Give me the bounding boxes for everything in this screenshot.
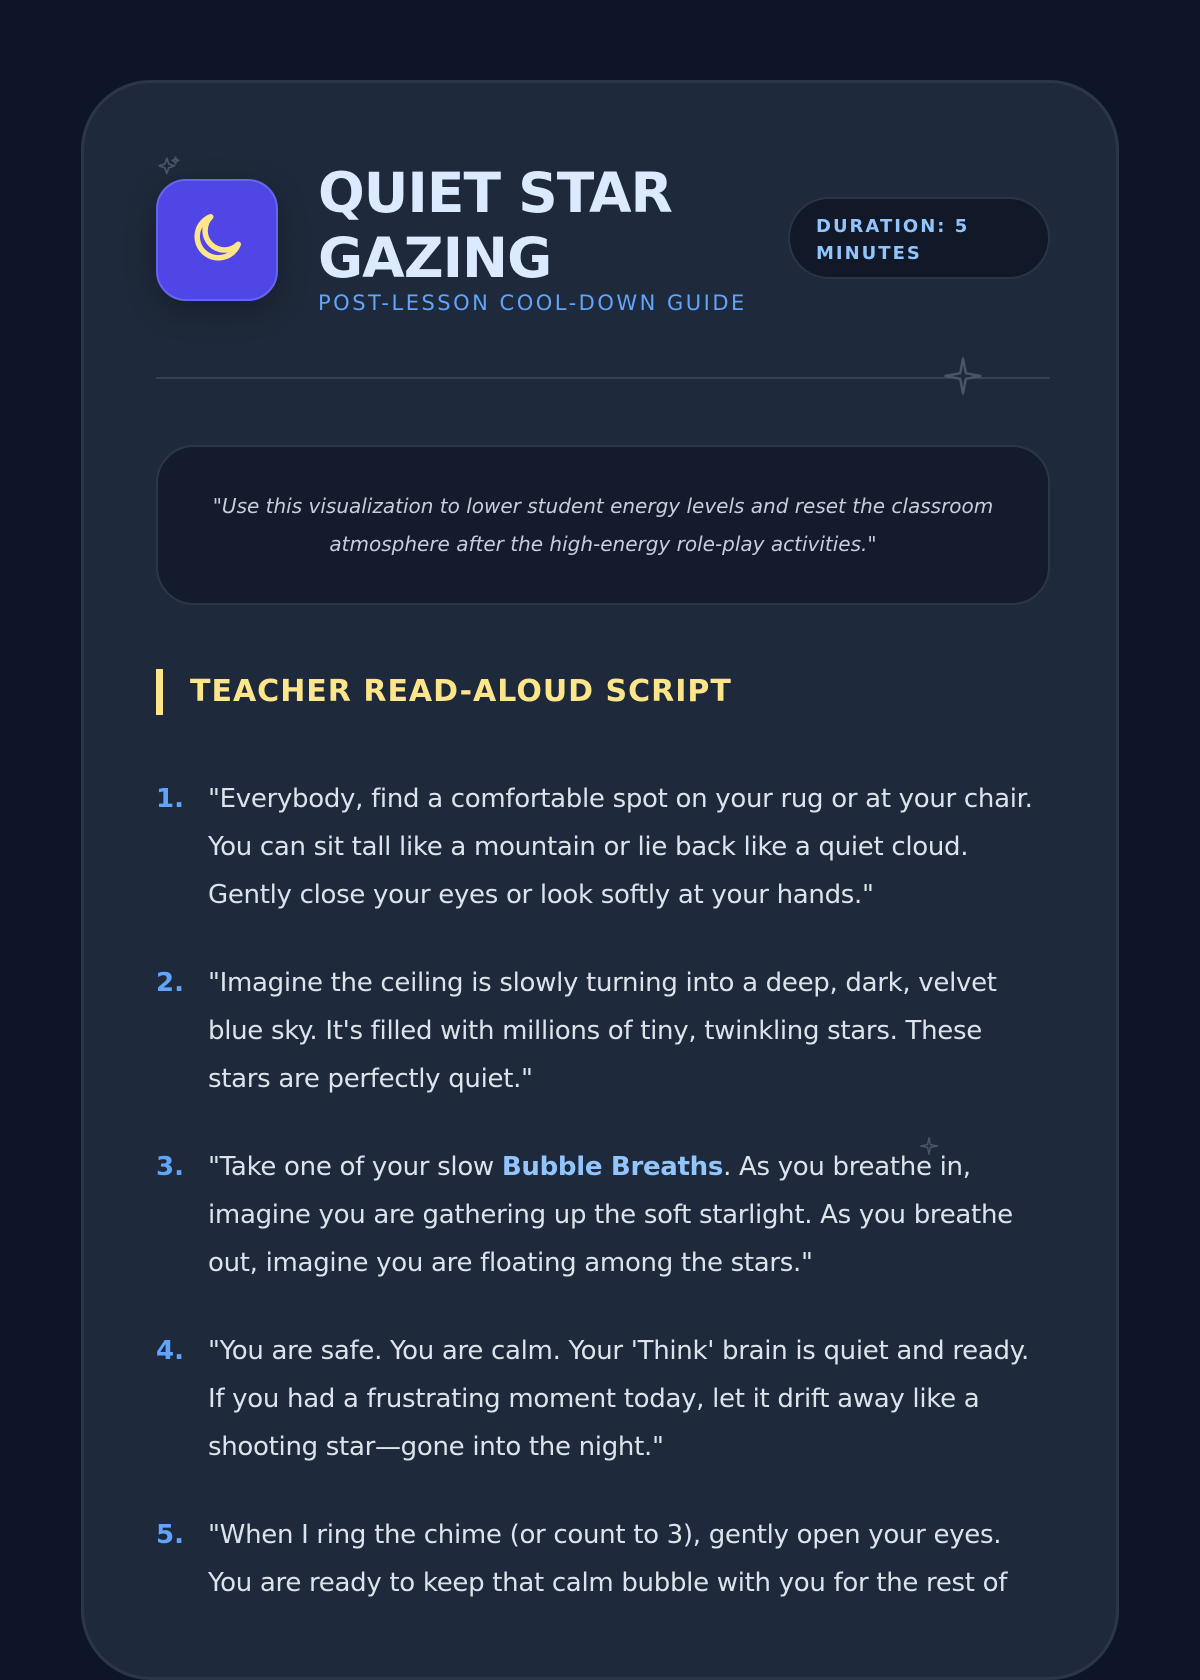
quote-box [156, 445, 1050, 605]
script-steps [156, 775, 1050, 1647]
section-accent-bar [156, 669, 163, 715]
page-subtitle: POST-LESSON COOL-DOWN GUIDE [318, 291, 747, 315]
list-item [156, 775, 1050, 919]
app-icon [156, 179, 278, 301]
step-text-before: "Take one of your slow [208, 1152, 502, 1182]
step-number: 4. [156, 1336, 184, 1366]
step-number: 1. [156, 784, 184, 814]
list-item [156, 959, 1050, 1103]
step-text: "Imagine the ceiling is slowly turning into a deep, dark, velvet blue sky. It's filled with millions of tiny, twinkling stars. These stars are perfectly quiet." [208, 968, 997, 1094]
list-item [156, 1511, 1050, 1607]
step-text: "Everybody, find a comfortable spot on your rug or at your chair. You can sit tall like a mountain or lie back like a quiet cloud. Gently close your eyes or look softly at your hands." [208, 784, 1033, 910]
sparkle-icon [156, 155, 182, 181]
moon-icon [187, 208, 247, 272]
step-text: "When I ring the chime (or count to 3), gently open your eyes. You are ready to keep that calm bubble with you for the rest of [208, 1520, 1008, 1598]
step-text-after: . As you breathe in, imagine you are gathering up the soft starlight. As you breathe out, imagine you are floating among the stars." [208, 1152, 1013, 1278]
list-item [156, 1327, 1050, 1471]
step-number: 2. [156, 968, 184, 998]
quote-text: "Use this visualization to lower student energy levels and reset the classroom atmosphere after the high-energy role-play activities." [212, 494, 994, 556]
step-number: 5. [156, 1520, 184, 1550]
page-title: QUIET STAR GAZING [318, 161, 672, 290]
header-divider [156, 377, 1050, 379]
section-title: TEACHER READ-ALOUD SCRIPT [190, 674, 732, 709]
star-icon [942, 355, 984, 397]
step-number: 3. [156, 1152, 184, 1182]
highlight-term: Bubble Breaths [501, 1152, 724, 1182]
guide-card [81, 80, 1119, 1680]
duration-badge: DURATION: 5 MINUTES [788, 197, 1050, 279]
step-text [208, 1143, 1050, 1287]
list-item [156, 1143, 1050, 1287]
step-text: "You are safe. You are calm. Your 'Think' brain is quiet and ready. If you had a frustrating moment today, let it drift away like a shooting star—gone into the night." [208, 1336, 1030, 1462]
